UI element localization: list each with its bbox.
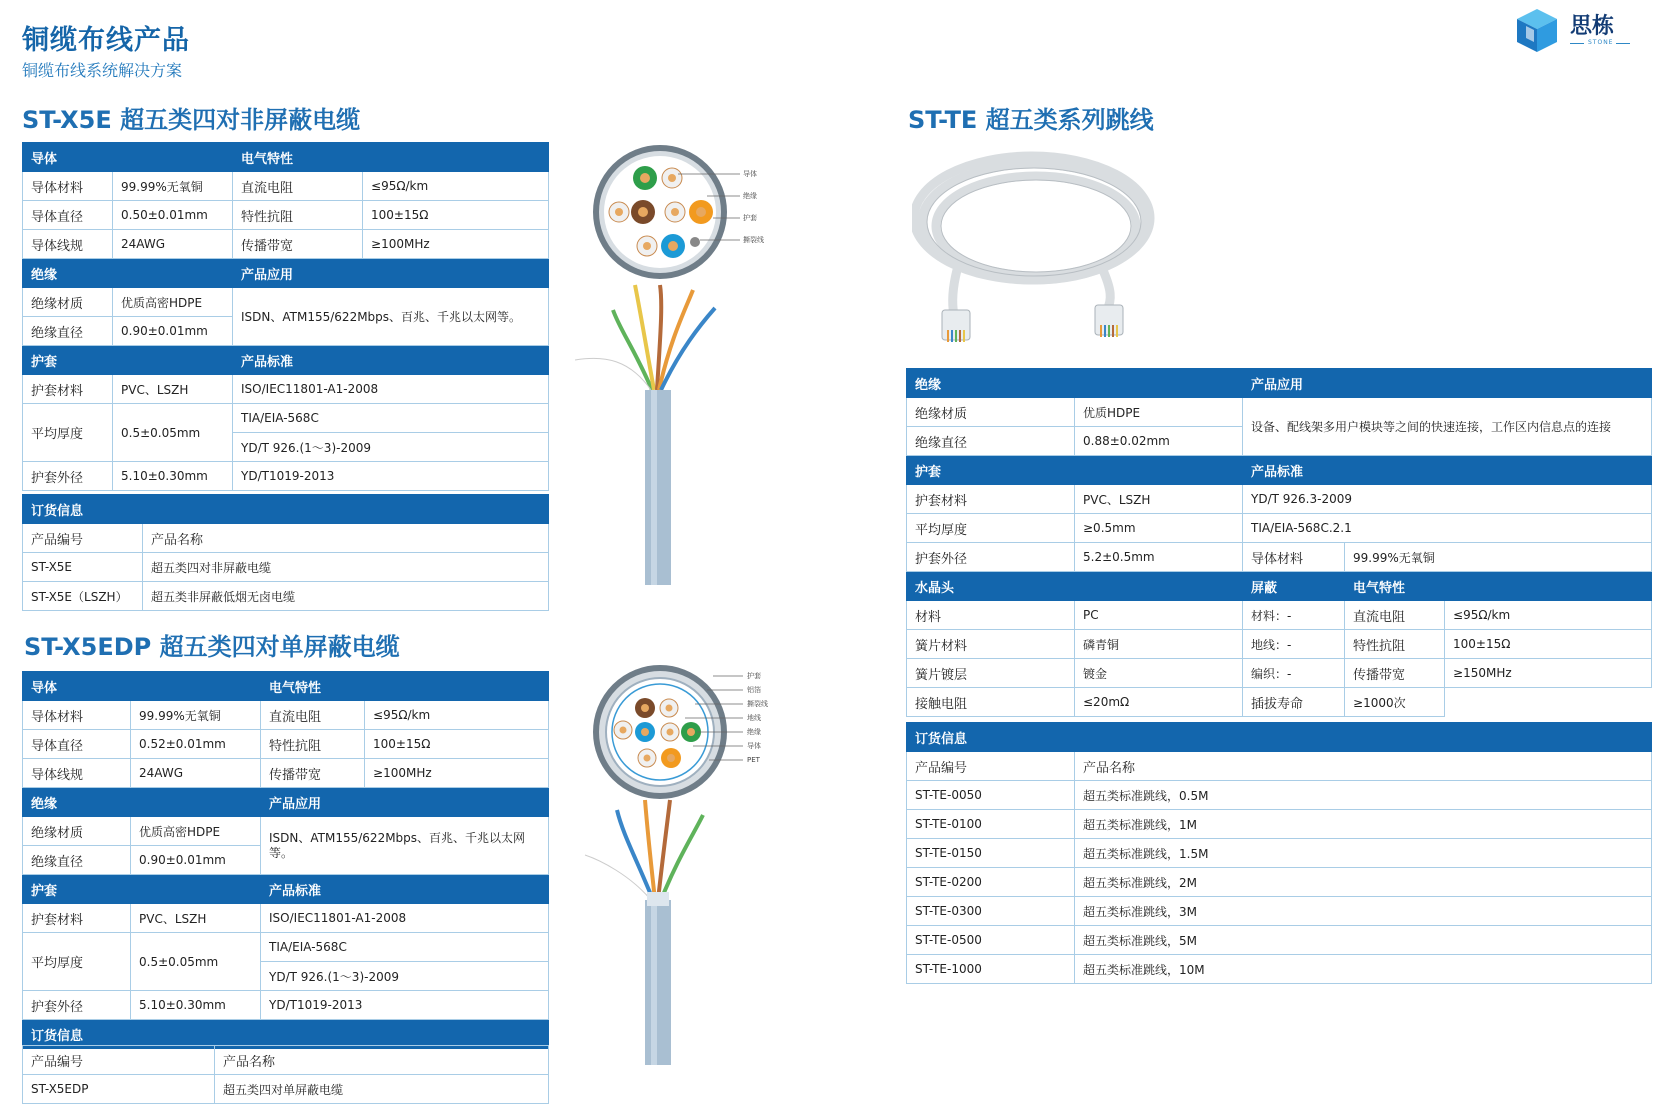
header-order: 订货信息 xyxy=(23,495,549,524)
order-code: ST-TE-0200 xyxy=(907,868,1075,897)
table-row xyxy=(907,514,1652,543)
row-label: 接触电阻 xyxy=(907,688,1075,717)
table-row xyxy=(23,817,549,846)
table-header-row xyxy=(23,875,549,904)
order-name: 超五类标准跳线，1.5M xyxy=(1075,839,1652,868)
row-value: 0.52±0.01mm xyxy=(131,730,261,759)
row-label: 导体线规 xyxy=(23,759,131,788)
standard-value: TIA/EIA-568C xyxy=(261,933,549,962)
row-value: 0.5±0.05mm xyxy=(113,404,233,462)
header-plug: 水晶头 xyxy=(907,572,1243,601)
table-row xyxy=(907,485,1652,514)
row-value: PVC、LSZH xyxy=(1075,485,1243,514)
row-label: 平均厚度 xyxy=(23,933,131,991)
order-code: ST-X5EDP xyxy=(23,1075,215,1104)
table-row xyxy=(907,543,1652,572)
row-label: 护套材料 xyxy=(907,485,1075,514)
row-value: ≥100MHz xyxy=(365,759,549,788)
table-row xyxy=(23,553,549,582)
te-spec-table xyxy=(906,368,1652,717)
table-row xyxy=(23,582,549,611)
table-row xyxy=(23,904,549,933)
header-shield: 屏蔽 xyxy=(1243,572,1345,601)
row-value: 0.88±0.02mm xyxy=(1075,427,1243,456)
standard-value: ISO/IEC11801-A1-2008 xyxy=(261,904,549,933)
order-code-header: 产品编号 xyxy=(907,752,1075,781)
table-row xyxy=(23,1046,549,1075)
table-row xyxy=(23,375,549,404)
row-label: 平均厚度 xyxy=(23,404,113,462)
order-name: 超五类标准跳线，1M xyxy=(1075,810,1652,839)
row-value: 5.10±0.30mm xyxy=(131,991,261,1020)
table-row xyxy=(907,897,1652,926)
x5edp-cable-illustration xyxy=(575,660,775,1070)
order-name: 超五类标准跳线，5M xyxy=(1075,926,1652,955)
table-row xyxy=(907,926,1652,955)
table-row xyxy=(23,524,549,553)
order-name: 超五类标准跳线，2M xyxy=(1075,868,1652,897)
order-code: ST-TE-0050 xyxy=(907,781,1075,810)
logo-small-text: STONE xyxy=(1588,39,1614,46)
order-code: ST-TE-0500 xyxy=(907,926,1075,955)
order-code: ST-X5E xyxy=(23,553,143,582)
order-code-header: 产品编号 xyxy=(23,524,143,553)
legend-label: 铝箔 xyxy=(747,686,761,694)
header-standard: 产品标准 xyxy=(1243,456,1652,485)
row-label: 特性抗阻 xyxy=(261,730,365,759)
order-name-header: 产品名称 xyxy=(215,1046,549,1075)
row-value: PVC、LSZH xyxy=(131,904,261,933)
table-header-row xyxy=(907,572,1652,601)
table-header-row xyxy=(907,369,1652,398)
header-jacket: 护套 xyxy=(907,456,1243,485)
row-label: 直流电阻 xyxy=(233,172,363,201)
row-value: 24AWG xyxy=(131,759,261,788)
header-electrical: 电气特性 xyxy=(261,672,549,701)
table-row xyxy=(23,172,549,201)
shield-value: 地线：- xyxy=(1243,630,1345,659)
row-value: 99.99%无氧铜 xyxy=(131,701,261,730)
row-label: 导体材料 xyxy=(1243,543,1345,572)
table-row xyxy=(23,933,549,962)
table-row xyxy=(23,759,549,788)
row-value: ≥1000次 xyxy=(1345,688,1445,717)
row-value: 镀金 xyxy=(1075,659,1243,688)
header-standard: 产品标准 xyxy=(233,346,549,375)
row-value: 100±15Ω xyxy=(365,730,549,759)
row-label: 绝缘材质 xyxy=(23,288,113,317)
table-header-row xyxy=(907,723,1652,752)
x5e-cable-illustration xyxy=(575,140,775,590)
row-label: 传播带宽 xyxy=(261,759,365,788)
table-row xyxy=(23,288,549,317)
standard-value: YD/T 926.3-2009 xyxy=(1243,485,1652,514)
order-code: ST-TE-0300 xyxy=(907,897,1075,926)
application-text: ISDN、ATM155/622Mbps、百兆、千兆以太网等。 xyxy=(261,817,549,875)
order-code: ST-TE-0100 xyxy=(907,810,1075,839)
order-code-header: 产品编号 xyxy=(23,1046,215,1075)
row-value: 优质高密HDPE xyxy=(131,817,261,846)
brand-logo xyxy=(1512,6,1632,54)
header-standard: 产品标准 xyxy=(261,875,549,904)
standard-value: ISO/IEC11801-A1-2008 xyxy=(233,375,549,404)
standard-value: TIA/EIA-568C.2.1 xyxy=(1243,514,1652,543)
row-label: 导体材料 xyxy=(23,172,113,201)
row-label: 导体材料 xyxy=(23,701,131,730)
row-label: 导体线规 xyxy=(23,230,113,259)
row-value: 5.2±0.5mm xyxy=(1075,543,1243,572)
standard-value: YD/T1019-2013 xyxy=(261,991,549,1020)
x5e-spec-table xyxy=(22,142,549,491)
shield-value: 材料：- xyxy=(1243,601,1345,630)
row-label: 护套外径 xyxy=(23,991,131,1020)
table-row xyxy=(907,868,1652,897)
row-value: 优质HDPE xyxy=(1075,398,1243,427)
logo-text: 思栋 xyxy=(1570,14,1615,39)
table-row xyxy=(907,810,1652,839)
row-value: 99.99%无氧铜 xyxy=(113,172,233,201)
row-label: 直流电阻 xyxy=(261,701,365,730)
standard-value: YD/T 926.(1～3)-2009 xyxy=(261,962,549,991)
te-order-table xyxy=(906,722,1652,984)
legend-label: 绝缘 xyxy=(743,192,757,200)
application-text: 设备、配线架多用户模块等之间的快速连接，工作区内信息点的连接 xyxy=(1243,398,1652,456)
header-jacket: 护套 xyxy=(23,875,261,904)
legend-label: 护套 xyxy=(747,672,761,680)
cube-logo-icon xyxy=(1512,6,1562,54)
row-value: ≥0.5mm xyxy=(1075,514,1243,543)
row-value: 优质高密HDPE xyxy=(113,288,233,317)
table-row xyxy=(907,781,1652,810)
te-patch-cord-illustration xyxy=(912,150,1162,355)
table-header-row xyxy=(23,259,549,288)
row-value: 100±15Ω xyxy=(363,201,549,230)
row-label: 传播带宽 xyxy=(233,230,363,259)
table-row xyxy=(23,1075,549,1104)
row-label: 特性抗阻 xyxy=(233,201,363,230)
row-value: ≤95Ω/km xyxy=(1445,601,1652,630)
x5edp-spec-table xyxy=(22,671,549,1049)
legend-label: 导体 xyxy=(743,170,757,178)
table-row xyxy=(23,404,549,433)
standard-value: TIA/EIA-568C xyxy=(233,404,549,433)
page-title: 铜缆布线产品 xyxy=(22,25,190,56)
table-row xyxy=(23,201,549,230)
table-row xyxy=(23,730,549,759)
legend-label: PET xyxy=(747,756,760,764)
table-row xyxy=(907,659,1652,688)
row-label: 绝缘直径 xyxy=(907,427,1075,456)
standard-value: YD/T 926.(1～3)-2009 xyxy=(233,433,549,462)
row-label: 簧片材料 xyxy=(907,630,1075,659)
legend-label: 地线 xyxy=(747,714,761,722)
header-conductor: 导体 xyxy=(23,672,261,701)
table-header-row xyxy=(23,143,549,172)
x5e-title: ST-X5E 超五类四对非屏蔽电缆 xyxy=(22,106,361,134)
legend-label: 撕裂线 xyxy=(747,700,768,708)
row-label: 特性抗阻 xyxy=(1345,630,1445,659)
header-conductor: 导体 xyxy=(23,143,233,172)
row-label: 材料 xyxy=(907,601,1075,630)
row-value: 24AWG xyxy=(113,230,233,259)
x5edp-order-table xyxy=(22,1045,549,1104)
header-insulation: 绝缘 xyxy=(23,788,261,817)
order-name-header: 产品名称 xyxy=(1075,752,1652,781)
row-label: 护套外径 xyxy=(23,462,113,491)
row-label: 导体直径 xyxy=(23,201,113,230)
header-order: 订货信息 xyxy=(23,1020,549,1049)
row-label: 护套材料 xyxy=(23,375,113,404)
row-label: 导体直径 xyxy=(23,730,131,759)
table-header-row xyxy=(23,495,549,524)
table-row xyxy=(907,630,1652,659)
row-label: 簧片镀层 xyxy=(907,659,1075,688)
table-header-row xyxy=(23,788,549,817)
header-application: 产品应用 xyxy=(261,788,549,817)
row-value: 0.50±0.01mm xyxy=(113,201,233,230)
row-label: 绝缘直径 xyxy=(23,846,131,875)
table-header-row xyxy=(23,346,549,375)
table-row xyxy=(907,752,1652,781)
row-value: 磷青铜 xyxy=(1075,630,1243,659)
header-jacket: 护套 xyxy=(23,346,233,375)
table-header-row xyxy=(23,672,549,701)
legend-label: 导体 xyxy=(747,742,761,750)
table-row xyxy=(907,601,1652,630)
header-order: 订货信息 xyxy=(907,723,1652,752)
row-value: ≤95Ω/km xyxy=(365,701,549,730)
order-code: ST-TE-0150 xyxy=(907,839,1075,868)
x5e-order-table xyxy=(22,494,549,611)
row-value: ≤20mΩ xyxy=(1075,688,1243,717)
row-label: 护套材料 xyxy=(23,904,131,933)
application-text: ISDN、ATM155/622Mbps、百兆、千兆以太网等。 xyxy=(233,288,549,346)
header-insulation: 绝缘 xyxy=(23,259,233,288)
row-value: 100±15Ω xyxy=(1445,630,1652,659)
header-application: 产品应用 xyxy=(233,259,549,288)
order-name: 超五类非屏蔽低烟无卤电缆 xyxy=(143,582,549,611)
x5edp-title: ST-X5EDP 超五类四对单屏蔽电缆 xyxy=(24,633,400,661)
order-name: 超五类标准跳线，0.5M xyxy=(1075,781,1652,810)
header-insulation: 绝缘 xyxy=(907,369,1243,398)
order-name: 超五类四对单屏蔽电缆 xyxy=(215,1075,549,1104)
row-value: PC xyxy=(1075,601,1243,630)
shield-value: 编织：- xyxy=(1243,659,1345,688)
order-code: ST-TE-1000 xyxy=(907,955,1075,984)
page-subtitle: 铜缆布线系统解决方案 xyxy=(22,61,183,80)
header-electrical: 电气特性 xyxy=(233,143,549,172)
row-label: 绝缘直径 xyxy=(23,317,113,346)
table-row xyxy=(23,991,549,1020)
legend-label: 护套 xyxy=(743,214,757,222)
legend-label: 撕裂线 xyxy=(743,236,764,244)
row-label: 绝缘材质 xyxy=(23,817,131,846)
header-electrical: 电气特性 xyxy=(1345,572,1652,601)
table-row xyxy=(907,955,1652,984)
row-value: ≥100MHz xyxy=(363,230,549,259)
order-name: 超五类四对非屏蔽电缆 xyxy=(143,553,549,582)
row-label: 插拔寿命 xyxy=(1243,688,1345,717)
row-label: 平均厚度 xyxy=(907,514,1075,543)
order-code: ST-X5E（LSZH） xyxy=(23,582,143,611)
table-row xyxy=(907,839,1652,868)
row-value: ≥150MHz xyxy=(1445,659,1652,688)
row-label: 直流电阻 xyxy=(1345,601,1445,630)
row-value: 0.90±0.01mm xyxy=(113,317,233,346)
header-application: 产品应用 xyxy=(1243,369,1652,398)
table-header-row xyxy=(907,456,1652,485)
row-value: 5.10±0.30mm xyxy=(113,462,233,491)
order-name-header: 产品名称 xyxy=(143,524,549,553)
te-title: ST-TE 超五类系列跳线 xyxy=(908,106,1154,134)
row-label: 传播带宽 xyxy=(1345,659,1445,688)
order-name: 超五类标准跳线，10M xyxy=(1075,955,1652,984)
row-value: 99.99%无氧铜 xyxy=(1345,543,1652,572)
table-row xyxy=(907,398,1652,427)
standard-value: YD/T1019-2013 xyxy=(233,462,549,491)
row-value: 0.90±0.01mm xyxy=(131,846,261,875)
row-value: ≤95Ω/km xyxy=(363,172,549,201)
legend-label: 绝缘 xyxy=(747,728,761,736)
row-value: PVC、LSZH xyxy=(113,375,233,404)
row-value: 0.5±0.05mm xyxy=(131,933,261,991)
row-label: 绝缘材质 xyxy=(907,398,1075,427)
table-row xyxy=(907,688,1652,717)
table-row xyxy=(23,701,549,730)
order-name: 超五类标准跳线，3M xyxy=(1075,897,1652,926)
table-row xyxy=(23,462,549,491)
row-label: 护套外径 xyxy=(907,543,1075,572)
table-row xyxy=(23,230,549,259)
